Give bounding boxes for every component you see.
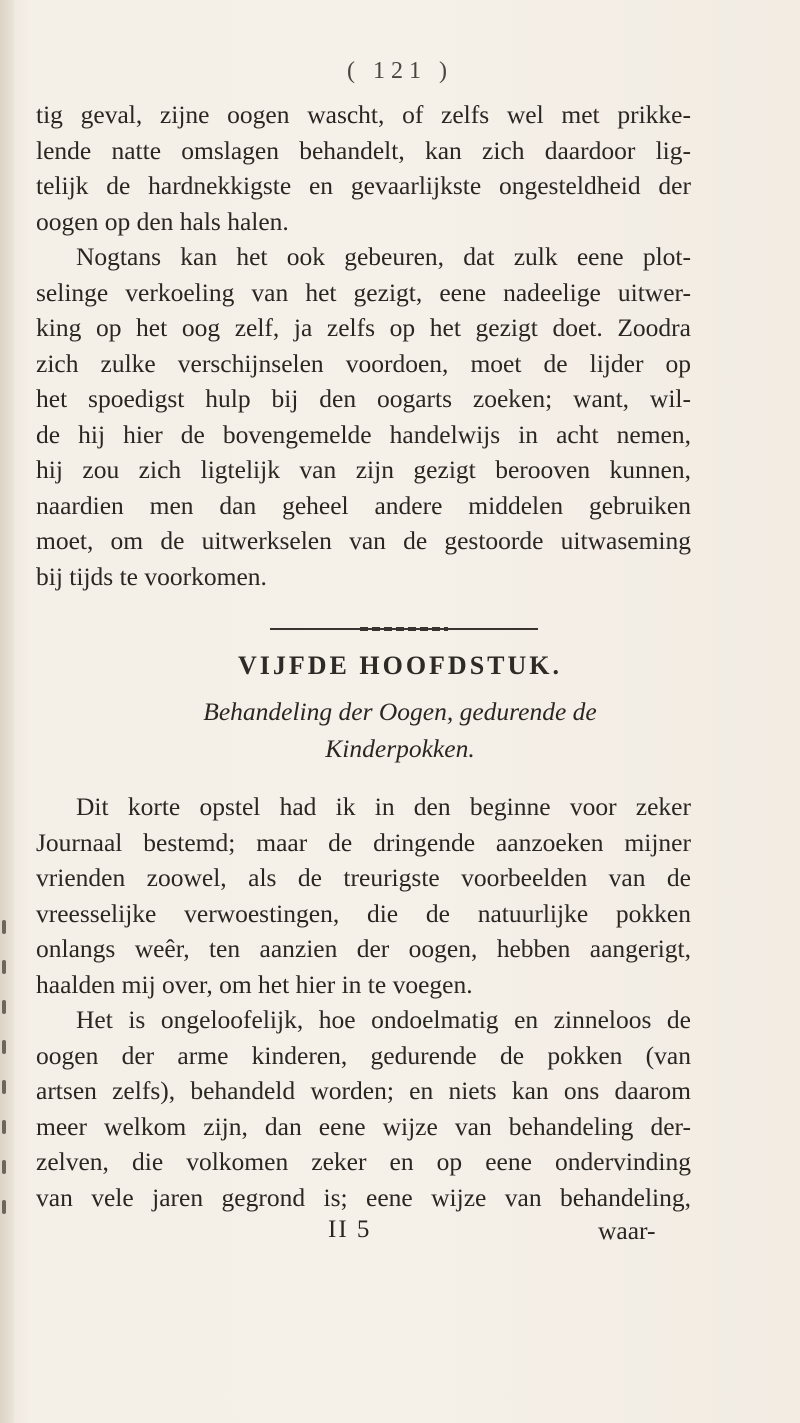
text-line: Nogtans kan het ook gebeuren, dat zulk eene plot- <box>76 242 691 271</box>
page-number: ( 121 ) <box>347 58 453 84</box>
text-line: meer welkom zijn, dan eene wijze van behandeling der- <box>36 1111 691 1141</box>
text-line: de hij hier de bovengemelde handelwijs in acht nemen, <box>36 419 691 449</box>
text-line: hij zou zich ligtelijk van zijn gezigt berooven kunnen, <box>36 455 691 484</box>
chapter-subtitle-line-1: Behandeling der Oogen, gedurende de <box>203 697 597 726</box>
text-line: telijk de hardnekkigste en gevaarlijkste ongesteldheid der <box>36 171 691 200</box>
text-line: vreesselijke verwoestingen, die de natuurlijke pokken <box>36 898 691 928</box>
ornamental-rule <box>270 628 538 630</box>
catchword: waar- <box>598 1216 656 1245</box>
paragraph-block-1 <box>36 97 691 594</box>
text-line: bij tijds te voorkomen. <box>36 561 267 591</box>
signature-mark: II 5 <box>328 1216 372 1243</box>
text-line: Dit korte opstel had ik in den beginne voor zeker <box>76 792 691 821</box>
text-line: king op het oog zelf, ja zelfs op het gezigt doet. Zoodra <box>36 313 691 342</box>
text-line: artsen zelfs), behandeld worden; en niets kan ons daarom <box>36 1076 691 1105</box>
text-line: lende natte omslagen behandelt, kan zich daardoor lig- <box>36 135 691 165</box>
chapter-subtitle-line-2: Kinderpokken. <box>325 734 475 763</box>
text-line: haalden mij over, om het hier in te voegen. <box>36 969 473 999</box>
chapter-heading: VIJFDE HOOFDSTUK. <box>237 651 563 680</box>
text-line: Het is ongeloofelijk, hoe ondoelmatig en zinneloos de <box>76 1005 691 1034</box>
text-line: het spoedigst hulp bij den oogarts zoeken; want, wil- <box>36 384 691 413</box>
text-line: Journaal bestemd; maar de dringende aanzoeken mijner <box>36 827 691 857</box>
text-line: oogen der arme kinderen, gedurende de pokken (van <box>36 1040 691 1070</box>
text-line: moet, om de uitwerkselen van de gestoorde uitwaseming <box>36 526 691 555</box>
text-line: onlangs weêr, ten aanzien der oogen, hebben aangerigt, <box>36 934 691 963</box>
text-line: van vele jaren gegrond is; eene wijze van behandeling, <box>36 1182 691 1212</box>
paragraph-block-2 <box>36 789 691 1215</box>
text-line: zelven, die volkomen zeker en op eene ondervinding <box>36 1147 691 1176</box>
text-line: zich zulke verschijnselen voordoen, moet de lijder op <box>36 348 691 378</box>
text-line: oogen op den hals halen. <box>36 206 289 236</box>
text-line: tig geval, zijne oogen wascht, of zelfs wel met prikke- <box>36 100 691 129</box>
text-line: selinge verkoeling van het gezigt, eene nadeelige uitwer- <box>36 277 691 307</box>
text-line: naardien men dan geheel andere middelen gebruiken <box>36 490 691 520</box>
binding-marks <box>0 920 12 1240</box>
text-line: vrienden zoowel, als de treurigste voorbeelden van de <box>36 863 691 892</box>
